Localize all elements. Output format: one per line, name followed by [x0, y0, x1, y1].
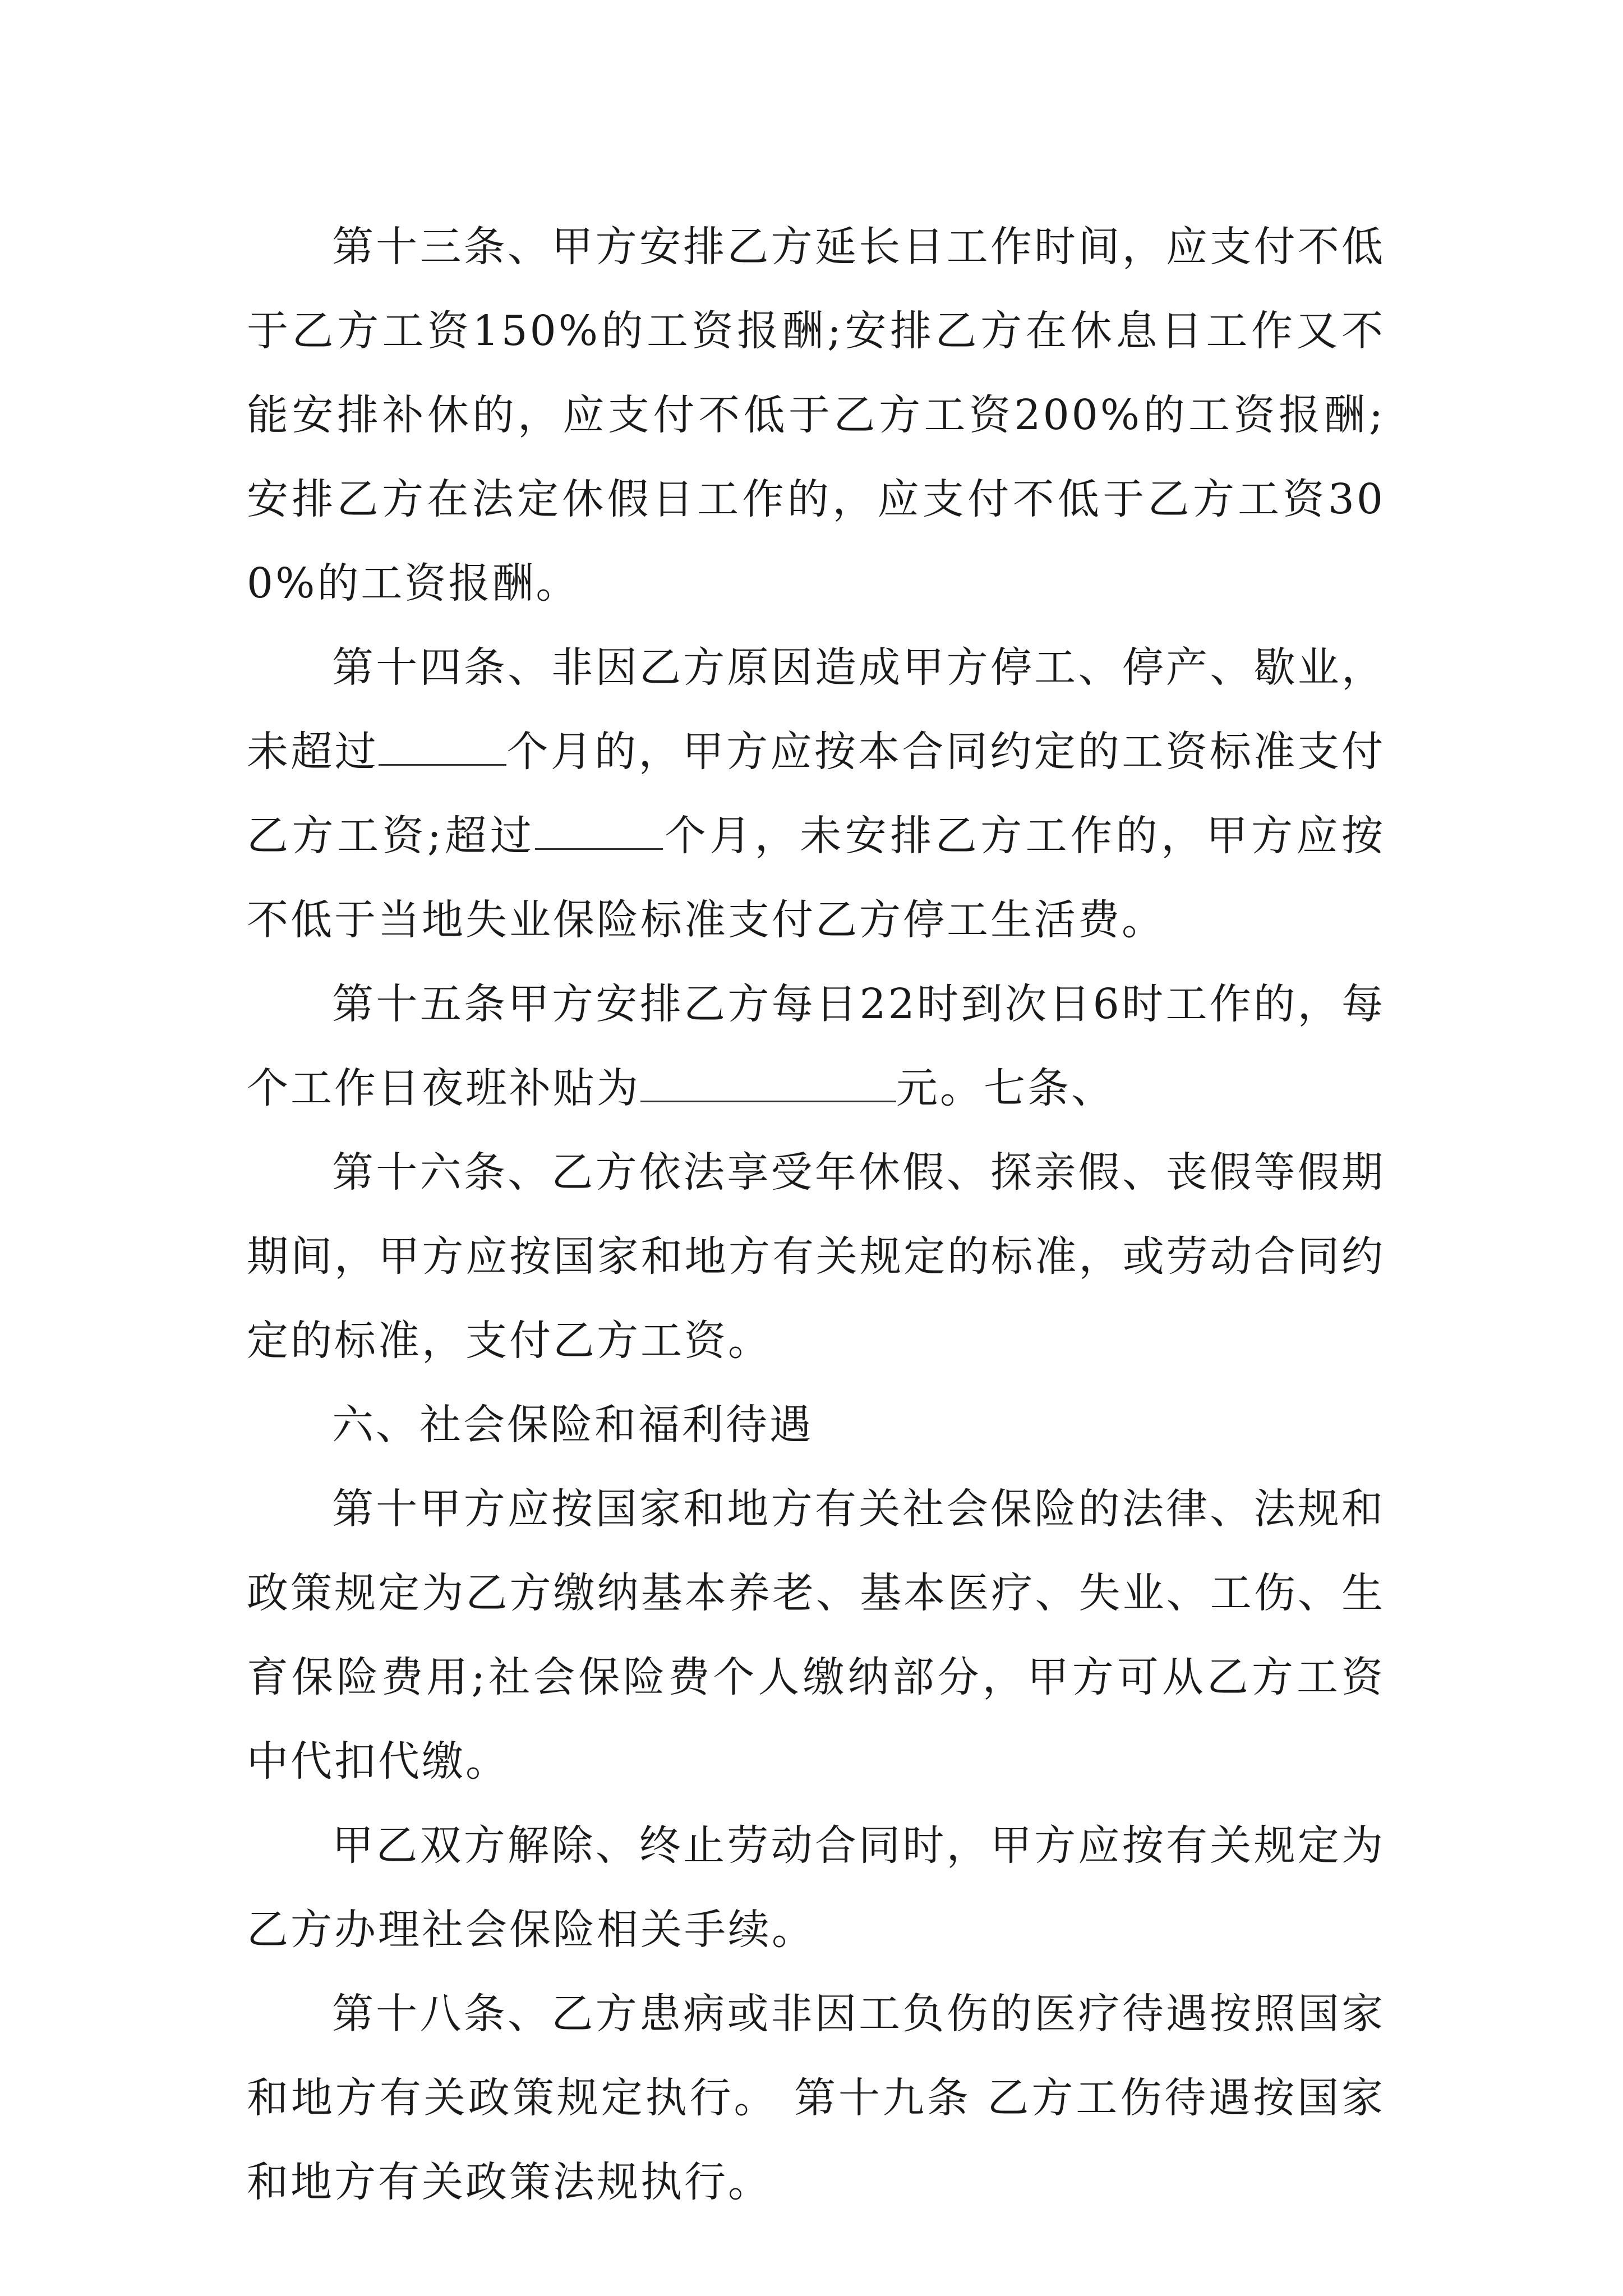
- article-14-text-3: 个月，未安排乙方工作的，甲方应按不低于当地失业保险标准支付乙方停工生活费。: [247, 812, 1386, 944]
- paragraph-article-15: [247, 962, 1385, 1130]
- paragraph-article-13: 第十三条、甲方安排乙方延长日工作时间，应支付不低于乙方工资150%的工资报酬;安排乙方在休息日工作又不能安排补休的，应支付不低于乙方工资200%的工资报酬;安排乙方在法定休假日工作的，应支付不低于乙方工资300%的工资报酬。: [247, 223, 1385, 608]
- paragraph-article-17-continued: 甲乙双方解除、终止劳动合同时，甲方应按有关规定为乙方办理社会保险相关手续。: [247, 1821, 1385, 1954]
- blank-field-months-1[interactable]: [379, 728, 506, 766]
- article-14-text-2: 个月的，甲方应按本合同约定的工资标准支付乙方工资;超过: [247, 728, 1386, 860]
- paragraph-article-17: 第十甲方应按国家和地方有关社会保险的法律、法规和政策规定为乙方缴纳基本养老、基本医疗、失业、工伤、生育保险费用;社会保险费个人缴纳部分，甲方可从乙方工资中代扣代缴。: [247, 1485, 1385, 1786]
- paragraph-article-18-19: 第十八条、乙方患病或非因工负伤的医疗待遇按照国家和地方有关政策规定执行。 第十九条 乙方工伤待遇按国家和地方有关政策法规执行。: [247, 1990, 1385, 2206]
- blank-field-night-allowance[interactable]: [640, 1065, 896, 1102]
- article-14-text-1: 第十四条、非因乙方原因造成甲方停工、停产、歇业，未超过: [247, 643, 1385, 776]
- document-body: [247, 205, 1385, 2224]
- section-heading-social-insurance: 六、社会保险和福利待遇: [332, 1401, 813, 1449]
- article-15-text-2: 元。七条、: [896, 1064, 1115, 1112]
- paragraph-article-14: [247, 625, 1385, 962]
- paragraph-article-16: 第十六条、乙方依法享受年休假、探亲假、丧假等假期期间，甲方应按国家和地方有关规定的标准，或劳动合同约定的标准，支付乙方工资。: [247, 1148, 1385, 1365]
- blank-field-months-2[interactable]: [535, 812, 663, 850]
- article-15-text-1: 第十五条甲方安排乙方每日22时到次日6时工作的，每个工作日夜班补贴为: [247, 980, 1385, 1112]
